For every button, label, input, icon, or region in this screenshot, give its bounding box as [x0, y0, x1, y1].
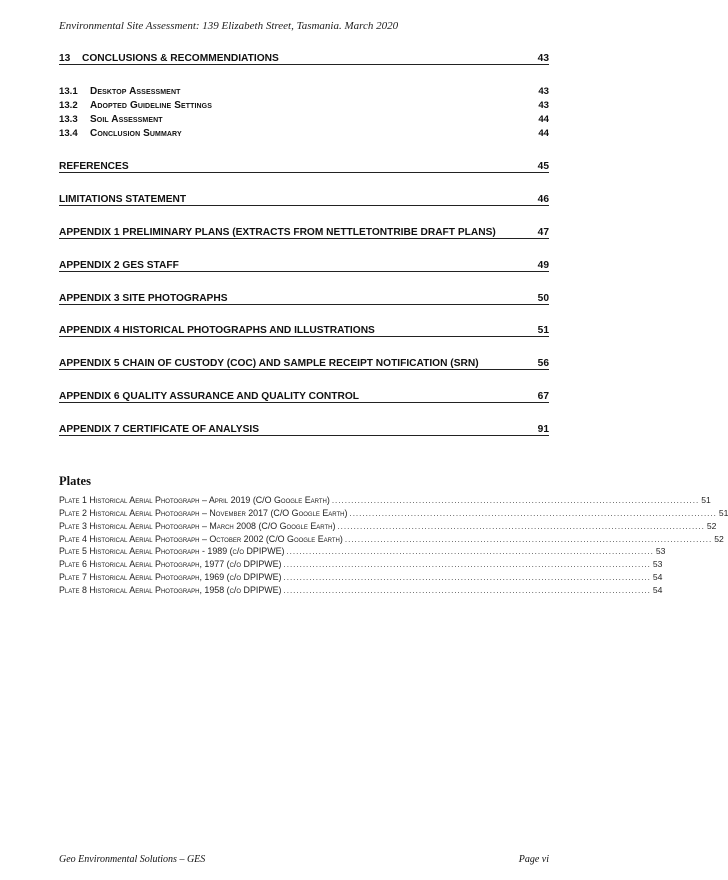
plate-page: 51 [701, 495, 711, 505]
toc-entry-title: APPENDIX 6 QUALITY ASSURANCE AND QUALITY CONTROL [59, 391, 359, 402]
plate-title: Plate 6 Historical Aerial Photograph, 1977 (c/o DPIPWE) [59, 559, 282, 569]
toc-entry-title: APPENDIX 2 GES STAFF [59, 260, 179, 271]
toc-section-page: 43 [537, 53, 549, 64]
toc-section-title: CONCLUSIONS & RECOMMENDIATIONS [82, 53, 279, 64]
page-footer-left: Geo Environmental Solutions – GES [59, 854, 206, 865]
plate-title: Plate 4 Historical Aerial Photograph – October 2002 (C/O Google Earth) [59, 534, 343, 544]
leader-dots: .................................................................................................................. [283, 559, 651, 569]
toc-entry-page: 47 [537, 227, 549, 238]
toc-entry-page: 50 [537, 293, 549, 304]
toc-entry-title: LIMITATIONS STATEMENT [59, 194, 187, 205]
toc-sub-page: 44 [538, 114, 549, 125]
plate-title: Plate 2 Historical Aerial Photograph – November 2017 (C/O Google Earth) [59, 508, 348, 518]
plate-entry[interactable] [59, 584, 663, 596]
leader-dots: .................................................................................................................. [283, 572, 651, 582]
leader-dots: .................................................................................................................. [283, 585, 651, 595]
plate-page: 53 [655, 546, 666, 556]
toc-subsection[interactable] [59, 113, 549, 126]
leader-dots: .................................................................................................................. [349, 508, 717, 518]
plate-entry[interactable] [59, 494, 711, 506]
leader-dots: .................................................................................................................. [344, 534, 713, 544]
plate-page: 54 [652, 572, 663, 582]
toc-entry-page: 46 [537, 194, 549, 205]
toc-subsection[interactable] [59, 99, 549, 112]
toc-entry-appendix-5[interactable] [59, 355, 549, 370]
plate-page: 54 [652, 585, 663, 595]
toc-entry-page: 45 [537, 161, 549, 172]
toc-entry-title: APPENDIX 4 HISTORICAL PHOTOGRAPHS AND ILLUSTRATIONS [59, 325, 375, 336]
plate-entry[interactable] [59, 507, 728, 519]
toc-entry-appendix-3[interactable] [59, 290, 549, 305]
leader-dots: .................................................................................................................. [331, 495, 700, 505]
plate-title: Plate 7 Historical Aerial Photograph, 1969 (c/o DPIPWE) [59, 572, 282, 582]
plate-entry[interactable] [59, 571, 663, 583]
plate-title: Plate 5 Historical Aerial Photograph - 1989 (c/o DPIPWE) [59, 546, 285, 556]
toc-sub-number: 13.2 [59, 100, 78, 111]
plate-entry[interactable] [59, 558, 663, 570]
page-footer-right: Page vi [518, 854, 549, 865]
toc-entry-appendix-6[interactable] [59, 388, 549, 403]
plate-page: 53 [652, 559, 663, 569]
toc-entry-page: 67 [537, 391, 549, 402]
toc-entry-page: 51 [537, 325, 549, 336]
plate-title: Plate 1 Historical Aerial Photograph – April 2019 (C/O Google Earth) [59, 495, 330, 505]
plate-page: 52 [714, 534, 724, 544]
plate-title: Plate 3 Historical Aerial Photograph – March 2008 (C/O Google Earth) [59, 521, 336, 531]
toc-entry-title: APPENDIX 7 CERTIFICATE OF ANALYSIS [59, 424, 260, 435]
page-header: Environmental Site Assessment: 139 Elizabeth Street, Tasmania. March 2020 [59, 20, 399, 32]
plate-entry[interactable] [59, 545, 666, 557]
toc-sub-number: 13.1 [59, 86, 78, 97]
toc-sub-page: 43 [538, 100, 549, 111]
plate-entry[interactable] [59, 533, 724, 545]
leader-dots: .................................................................................................................. [286, 546, 654, 556]
toc-sub-page: 43 [538, 86, 549, 97]
toc-entry-title: REFERENCES [59, 161, 129, 172]
toc-entry-title: APPENDIX 1 PRELIMINARY PLANS (EXTRACTS FROM NETTLETONTRIBE DRAFT PLANS) [59, 227, 496, 238]
toc-entry-page: 56 [537, 358, 549, 369]
leader-dots: .................................................................................................................. [337, 521, 705, 531]
toc-section-number: 13 [59, 53, 71, 64]
plates-heading: Plates [59, 474, 91, 488]
toc-entry-page: 91 [537, 424, 549, 435]
toc-entry-page: 49 [537, 260, 549, 271]
toc-sub-title: Conclusion Summary [90, 128, 182, 139]
toc-section-13[interactable] [59, 50, 549, 65]
toc-entry-appendix-4[interactable] [59, 322, 549, 337]
plate-title: Plate 8 Historical Aerial Photograph, 1958 (c/o DPIPWE) [59, 585, 282, 595]
toc-entry-title: APPENDIX 3 SITE PHOTOGRAPHS [59, 293, 228, 304]
toc-entry-limitations[interactable] [59, 191, 549, 206]
toc-entry-appendix-2[interactable] [59, 257, 549, 272]
plate-page: 52 [706, 521, 717, 531]
toc-entry-references[interactable] [59, 158, 549, 173]
toc-sub-title: Desktop Assessment [90, 86, 181, 97]
toc-subsection[interactable] [59, 127, 549, 140]
toc-subsection[interactable] [59, 85, 549, 98]
toc-entry-appendix-1[interactable] [59, 224, 549, 239]
toc-entry-title: APPENDIX 5 CHAIN OF CUSTODY (COC) AND SAMPLE RECEIPT NOTIFICATION (SRN) [59, 358, 479, 369]
toc-sub-page: 44 [538, 128, 549, 139]
toc-entry-appendix-7[interactable] [59, 421, 549, 436]
toc-sub-number: 13.3 [59, 114, 78, 125]
toc-sub-title: Soil Assessment [90, 114, 163, 125]
plate-page: 51 [718, 508, 728, 518]
plate-entry[interactable] [59, 520, 717, 532]
toc-sub-number: 13.4 [59, 128, 78, 139]
toc-sub-title: Adopted Guideline Settings [90, 100, 212, 111]
